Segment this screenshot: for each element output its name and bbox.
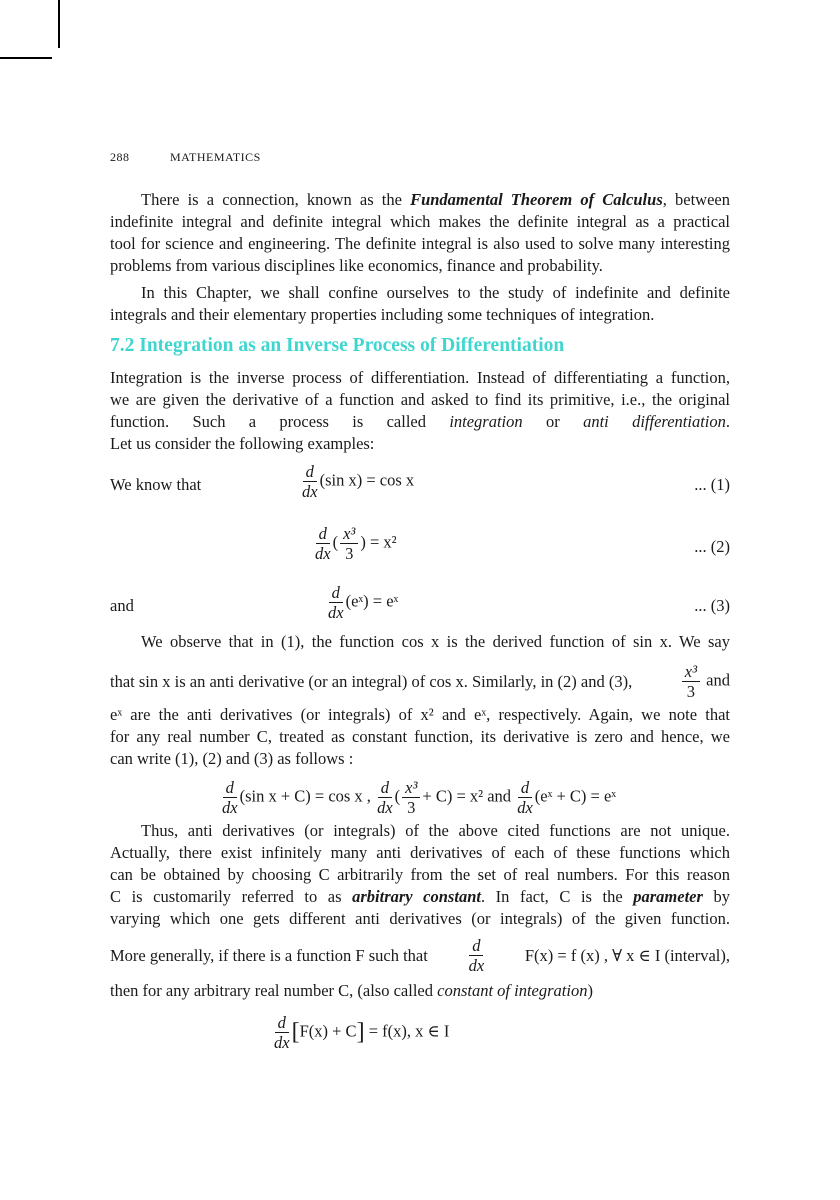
equation-tag: ... (3): [694, 596, 730, 615]
equation-1: $\frac{d}{dx}$ (sin x) = cos x: [302, 462, 415, 501]
eq-intro: and: [110, 596, 134, 615]
equation-2: $\frac{d}{dx}$ ( $\frac{\text{x³}}{3}$ ) = x²: [315, 524, 397, 563]
crop-mark-vertical: [58, 0, 60, 48]
section-heading: 7.2 Integration as an Inverse Process of Differentiation: [110, 335, 565, 356]
general-equation: $\frac{d}{dx}$ [F(x) + C] = f(x), x ∈ I: [274, 1013, 450, 1052]
paragraph-line: Actually, there exist infinitely many anti derivatives of each of these functions which: [110, 843, 730, 862]
paragraph-line: that sin x is an anti derivative (or an integral) of cos x. Similarly, in (2) and (3), $\frac{\text{x³}}{3}$ and: [110, 662, 730, 701]
paragraph-line: can be obtained by choosing C arbitrarily from the set of real numbers. For this reason: [110, 865, 730, 884]
paragraph-line: We observe that in (1), the function cos x is the derived function of sin x. We say: [141, 632, 730, 651]
paragraph-line: indefinite integral and definite integral which makes the definite integral as a practical: [110, 212, 730, 231]
paragraph-line: In this Chapter, we shall confine ourselves to the study of indefinite and definite: [141, 283, 730, 302]
paragraph-line: then for any arbitrary real number C, (also called constant of integration): [110, 981, 593, 1000]
paragraph-line: for any real number C, treated as constant function, its derivative is zero and hence, we: [110, 727, 730, 746]
equation-tag: ... (1): [694, 475, 730, 494]
paragraph-line: tool for science and engineering. The definite integral is also used to solve many interesting: [110, 234, 730, 253]
equation-3: $\frac{d}{dx}$ (eˣ) = eˣ: [328, 583, 399, 622]
equation-row-with-constant: $\frac{d}{dx}$ (sin x + C) = cos x , $\frac{d}{dx}$ ( $\frac{\text{x³}}{3}$ + C) = x² and $\frac{d}{dx}$ (eˣ + C) = eˣ: [222, 778, 617, 817]
paragraph-line: Let us consider the following examples:: [110, 434, 375, 453]
eq-intro: We know that: [110, 475, 202, 494]
term-ftc: Fundamental Theorem of Calculus: [410, 190, 663, 209]
paragraph-line: Integration is the inverse process of differentiation. Instead of differentiating a function,: [110, 368, 730, 387]
equation-tag: ... (2): [694, 537, 730, 556]
paragraph-line: varying which one gets different anti derivatives (or integrals) of the given function.: [110, 909, 730, 928]
paragraph-line: There is a connection, known as the Fundamental Theorem of Calculus, between: [141, 190, 730, 209]
running-title: MATHEMATICS: [170, 150, 261, 164]
paragraph-line: we are given the derivative of a function and asked to find its primitive, i.e., the original: [110, 390, 730, 409]
paragraph-line: problems from various disciplines like economics, finance and probability.: [110, 256, 603, 275]
paragraph-line: C is customarily referred to as arbitrary constant. In fact, C is the parameter by: [110, 887, 731, 906]
page-number: 288: [110, 150, 130, 164]
paragraph-line: More generally, if there is a function F such that $\frac{d}{dx}$ F(x) = f (x) , ∀ x ∈ I (interval),: [110, 936, 730, 975]
crop-mark-horizontal: [0, 57, 52, 59]
paragraph-line: Thus, anti derivatives (or integrals) of the above cited functions are not unique.: [141, 821, 730, 840]
paragraph-line: can write (1), (2) and (3) as follows :: [110, 749, 354, 768]
paragraph-line: function. Such a process is called integration or anti differentiation.: [110, 412, 730, 431]
paragraph-line: integrals and their elementary properties including some techniques of integration.: [110, 305, 655, 324]
paragraph-line: eˣ are the anti derivatives (or integrals) of x² and eˣ, respectively. Again, we note that: [110, 705, 730, 724]
